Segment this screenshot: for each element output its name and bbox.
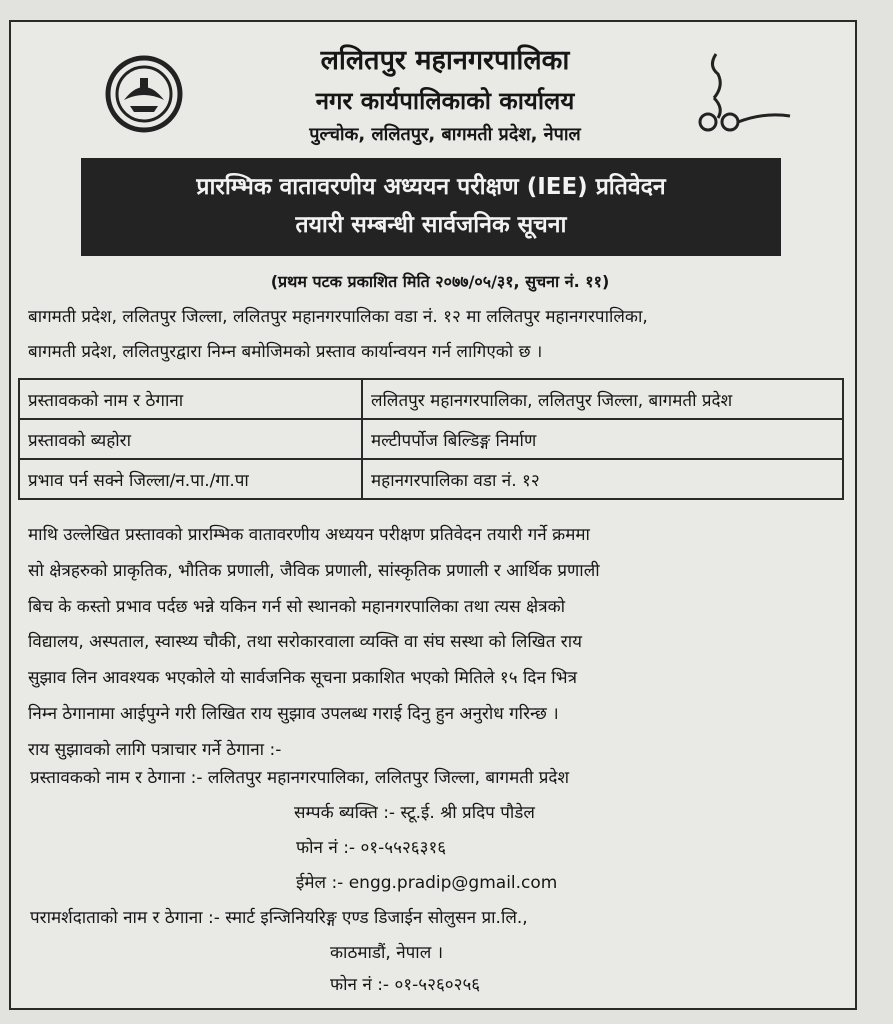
contact-email: ईमेल :- engg.pradip@gmail.com — [296, 873, 558, 893]
intro-line-2: बागमती प्रदेश, ललितपुरद्वारा निम्न बमोजिमको प्रस्ताव कार्यान्वयन गर्न लागिएको छ । — [28, 342, 543, 362]
body-line: राय सुझावको लागि पत्राचार गर्ने ठेगाना :- — [28, 739, 282, 760]
table-key: प्रस्तावको ब्यहोरा — [19, 419, 362, 459]
table-row — [19, 419, 843, 459]
intro-paragraph — [28, 300, 848, 370]
table-value: मल्टीपर्पोज बिल्डिङ्ग निर्माण — [362, 419, 843, 459]
consultant-city: काठमाडौं, नेपाल । — [330, 943, 444, 963]
table-row — [19, 459, 843, 499]
municipality-name: ललितपुर महानगरपालिका — [320, 45, 570, 76]
contact-phone: फोन नं :- ०१-५५२६३१६ — [296, 838, 447, 858]
table-row — [19, 379, 843, 419]
table-value: महानगरपालिका वडा नं. १२ — [362, 459, 843, 499]
title-line-2: तयारी सम्बन्धी सार्वजनिक सूचना — [295, 212, 567, 238]
proposal-table — [18, 378, 844, 500]
office-name: नगर कार्यपालिकाको कार्यालय — [315, 87, 575, 115]
table-key: प्रस्तावकको नाम र ठेगाना — [19, 379, 362, 419]
consultant-contact: परामर्शदाताको नाम र ठेगाना :- स्मार्ट इन्जिनियरिङ्ग एण्ड डिजाईन सोलुसन प्रा.लि., — [30, 908, 528, 928]
pagoda-logo-icon — [694, 46, 794, 136]
table-value: ललितपुर महानगरपालिका, ललितपुर जिल्ला, बागमती प्रदेश — [362, 379, 843, 419]
office-address: पुल्चोक, ललितपुर, बागमती प्रदेश, नेपाल — [309, 124, 581, 145]
body-paragraph — [28, 518, 852, 769]
intro-line-1: बागमती प्रदेश, ललितपुर जिल्ला, ललितपुर महानगरपालिका वडा नं. १२ मा ललितपुर महानगरपालिका, — [28, 307, 648, 327]
table-key: प्रभाव पर्न सक्ने जिल्ला/न.पा./गा.पा — [19, 459, 362, 499]
body-line: विद्यालय, अस्पताल, स्वास्थ्य चौकी, तथा सरोकारवाला व्यक्ति वा संघ सस्था को लिखित राय — [28, 632, 583, 653]
contact-person: सम्पर्क ब्यक्ति :- स्टू.ई. श्री प्रदिप पौडेल — [294, 803, 535, 823]
body-line: माथि उल्लेखित प्रस्तावको प्रारम्भिक वातावरणीय अध्ययन परीक्षण प्रतिवेदन तयारी गर्ने क्रममा — [28, 525, 590, 545]
body-line: निम्न ठेगानामा आईपुग्ने गरी लिखित राय सुझाव उपलब्ध गराई दिनु हुन अनुरोध गरिन्छ । — [28, 703, 559, 724]
municipality-emblem-icon — [104, 54, 184, 134]
proposer-contact: प्रस्तावकको नाम र ठेगाना :- ललितपुर महानगरपालिका, ललितपुर जिल्ला, बागमती प्रदेश — [30, 768, 570, 788]
body-line: सुझाव लिन आवश्यक भएकोले यो सार्वजनिक सूचना प्रकाशित भएको मितिले १५ दिन भित्र — [28, 668, 578, 689]
body-line: बिच के कस्तो प्रभाव पर्दछ भन्ने यकिन गर्न सो स्थानको महानगरपालिका तथा त्यस क्षेत्रको — [28, 596, 566, 617]
publication-info: (प्रथम पटक प्रकाशित मिति २०७७/०५/३१, सुचना नं. ११) — [270, 272, 610, 291]
notice-title-banner — [81, 158, 781, 256]
consultant-phone: फोन नं :- ०१-५२६०२५६ — [330, 975, 481, 995]
body-line: सो क्षेत्रहरुको प्राकृतिक, भौतिक प्रणाली, जैविक प्रणाली, सांस्कृतिक प्रणाली र आर्थिक प्रणाली — [28, 560, 600, 581]
title-line-1: प्रारम्भिक वातावरणीय अध्ययन परीक्षण (IEE) प्रतिवेदन — [196, 174, 666, 200]
